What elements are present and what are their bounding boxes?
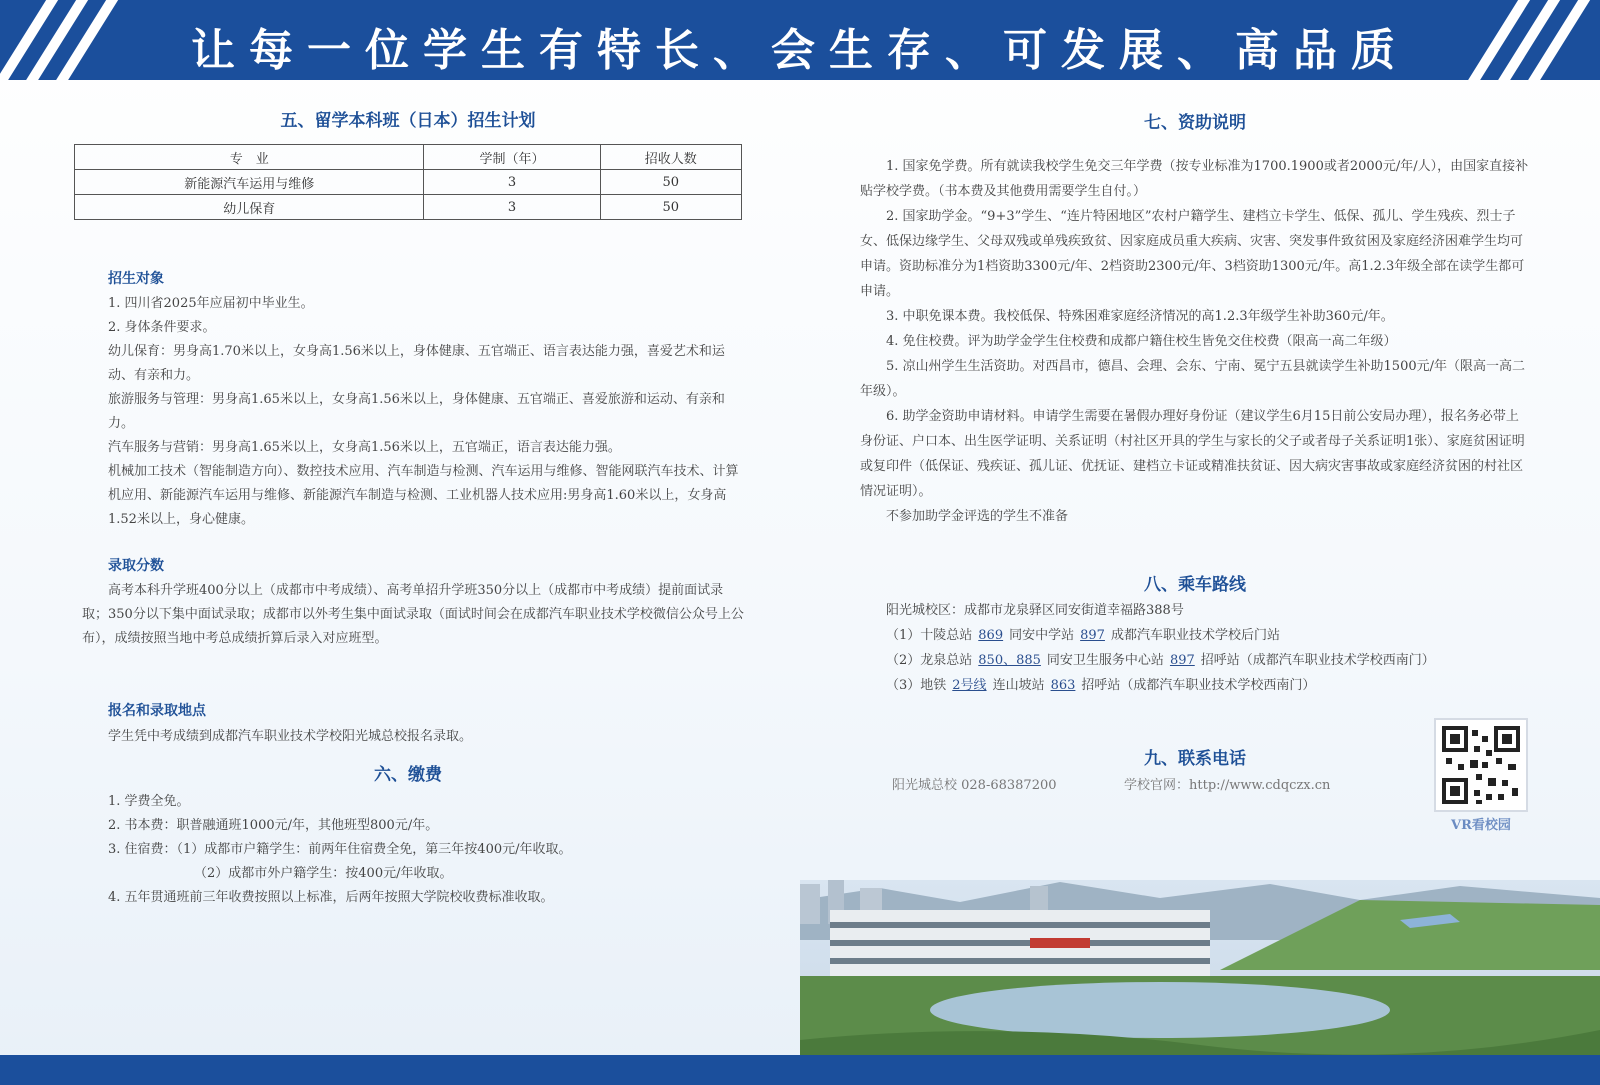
text-paragraph: 1. 国家免学费。所有就读我校学生免交三年学费（按专业标准为1700.1900或者2000元/年/人），由国家直接补贴学校学费。（书本费及其他费用需要学生自付。） [860,159,1529,199]
section5-title: 五、留学本科班（日本）招生计划 [280,111,536,131]
route-line [860,623,1540,648]
text-line: 2. 书本费：职普融通班1000元/年，其他班型800元/年。 [108,818,439,833]
table-header: 学制（年） [424,145,600,170]
qr-code-graphic [1436,720,1526,810]
route-text: 连山坡站 [992,678,1045,693]
bus-number: 863 [1050,678,1076,693]
table-header: 专 业 [75,145,424,170]
text-paragraph: 6. 助学金资助申请材料。申请学生需要在暑假办理好身份证（建议学生6月15日前公安局办理），报名务必带上身份证、户口本、出生医学证明、关系证明（村社区开具的学生与家长的父子或者母子关系证明1张）、家庭贫困证明或复印件（低保证、残疾证、孤儿证、优抚证、建档立卡证或精准扶贫证、因大病灾害事故或家庭经济贫困的村社区情况证明）。 [860,409,1525,499]
table-cell: 新能源汽车运用与维修 [75,170,424,195]
enrollment-plan-table [74,144,742,220]
header-banner [0,0,1600,80]
table-cell: 50 [600,195,741,220]
text-line: 幼儿保育：男身高1.70米以上，女身高1.56米以上，身体健康、五官端正、语言表达能力强，喜爱艺术和运动、有亲和力。 [108,344,725,383]
text-line: （2）成都市外户籍学生：按400元/年收取。 [194,866,453,881]
route-text: 招呼站（成都汽车职业技术学校西南门） [1200,653,1435,668]
subsidy-text [860,154,1530,529]
vr-campus-label[interactable]: VR看校园 [1451,818,1511,833]
section8-title: 八、乘车路线 [1144,575,1246,595]
table-header: 招收人数 [600,145,741,170]
campus-photo [800,880,1600,1055]
registration-title: 报名和录取地点 [108,703,206,719]
text-line: 汽车服务与营销：男身高1.65米以上，女身高1.56米以上，五官端正，语言表达能力强。 [108,440,621,455]
route-text: （3）地铁 [886,678,947,693]
route-line [860,648,1540,673]
text-paragraph: 2. 国家助学金。“9+3”学生、“连片特困地区”农村户籍学生、建档立卡学生、低保、孤儿、学生残疾、烈士子女、低保边缘学生、父母双残或单残疾致贫、因家庭成员重大疾病、灾害、突发事件致贫困及家庭经济困难学生均可申请。资助标准分为1档资助3300元/年、2档资助2300元/年、3档资助1300元/年。高1.2.3年级全部在读学生都可申请。 [860,209,1525,299]
text-paragraph: 3. 中职免课本费。我校低保、特殊困难家庭经济情况的高1.2.3年级学生补助360元/年。 [886,309,1394,324]
text-line: 1. 学费全免。 [108,794,190,809]
table-cell: 50 [600,170,741,195]
campus-scene [800,880,1600,1055]
campus-address: 阳光城校区：成都市龙泉驿区同安街道幸福路388号 [886,603,1184,618]
text-line: 机械加工技术（智能制造方向）、数控技术应用、汽车制造与检测、汽车运用与维修、智能网联汽车技术、计算机应用、新能源汽车运用与维修、新能源汽车制造与检测、工业机器人技术应用:男身高1.60米以上，女身高1.52米以上，身心健康。 [108,464,739,527]
text-line: 4. 五年贯通班前三年收费按照以上标准，后两年按照大学院校收费标准收取。 [108,890,554,905]
slogan: 让每一位学生有特长、会生存、可发展、高品质 [191,25,1409,76]
registration-text: 学生凭中考成绩到成都汽车职业技术学校阳光城总校报名录取。 [108,729,473,744]
table-row [75,170,742,195]
bus-number: 869 [978,628,1004,643]
bus-routes [860,598,1540,698]
enroll-target-text [108,292,748,532]
section9-title: 九、联系电话 [1144,749,1246,769]
phone-number: 阳光城总校 028-68387200 [892,778,1057,793]
route-text: 招呼站（成都汽车职业技术学校西南门） [1081,678,1316,693]
bus-number: 850、885 [978,653,1041,668]
bus-number: 897 [1169,653,1195,668]
bus-number: 897 [1080,628,1105,643]
route-text: 同安卫生服务中心站 [1046,653,1164,668]
section6-title: 六、缴费 [374,765,442,785]
table-cell: 幼儿保育 [75,195,424,220]
text-line: 旅游服务与管理：男身高1.65米以上，女身高1.56米以上，身体健康、五官端正、喜爱旅游和运动、有亲和力。 [108,392,725,431]
qr-code[interactable] [1434,718,1528,812]
text-paragraph: 4. 免住校费。评为助学金学生住校费和成都户籍住校生皆免交住校费（限高一高二年级） [886,334,1397,349]
text-line: 2. 身体条件要求。 [108,320,216,335]
text-paragraph: 不参加助学金评选的学生不准备 [886,509,1069,524]
enroll-target-title: 招生对象 [108,271,164,287]
section7-title: 七、资助说明 [1144,113,1246,133]
route-text: （2）龙泉总站 [886,653,973,668]
text-line: 3. 住宿费：（1）成都市户籍学生：前两年住宿费全免，第三年按400元/年收取。 [108,842,572,857]
table-cell: 3 [424,170,600,195]
route-text: 成都汽车职业技术学校后门站 [1110,628,1280,643]
admission-score-text: 高考本科升学班400分以上（成都市中考成绩）、高考单招升学班350分以上（成都市中考成绩）提前面试录取；350分以下集中面试录取；成都市以外考生集中面试录取（面试时间会在成都汽车职业技术学校微信公众号上公布），成绩按照当地中考总成绩折算后录入对应班型。 [82,583,744,646]
footer-bar [0,1055,1600,1085]
table-cell: 3 [424,195,600,220]
admission-score-title: 录取分数 [108,558,164,574]
route-text: 同安中学站 [1009,628,1075,643]
route-text: （1）十陵总站 [886,628,973,643]
table-row [75,195,742,220]
route-line [860,673,1540,698]
fees-text [108,790,748,910]
website-link[interactable]: 学校官网：http://www.cdqczx.cn [1124,778,1331,793]
metro-line: 2号线 [952,678,987,693]
table-header-row [75,145,742,170]
text-line: 1. 四川省2025年应届初中毕业生。 [108,296,314,311]
text-paragraph: 5. 凉山州学生生活资助。对西昌市，德昌、会理、会东、宁南、冕宁五县就读学生补助1500元/年（限高一高二年级）。 [860,359,1526,399]
